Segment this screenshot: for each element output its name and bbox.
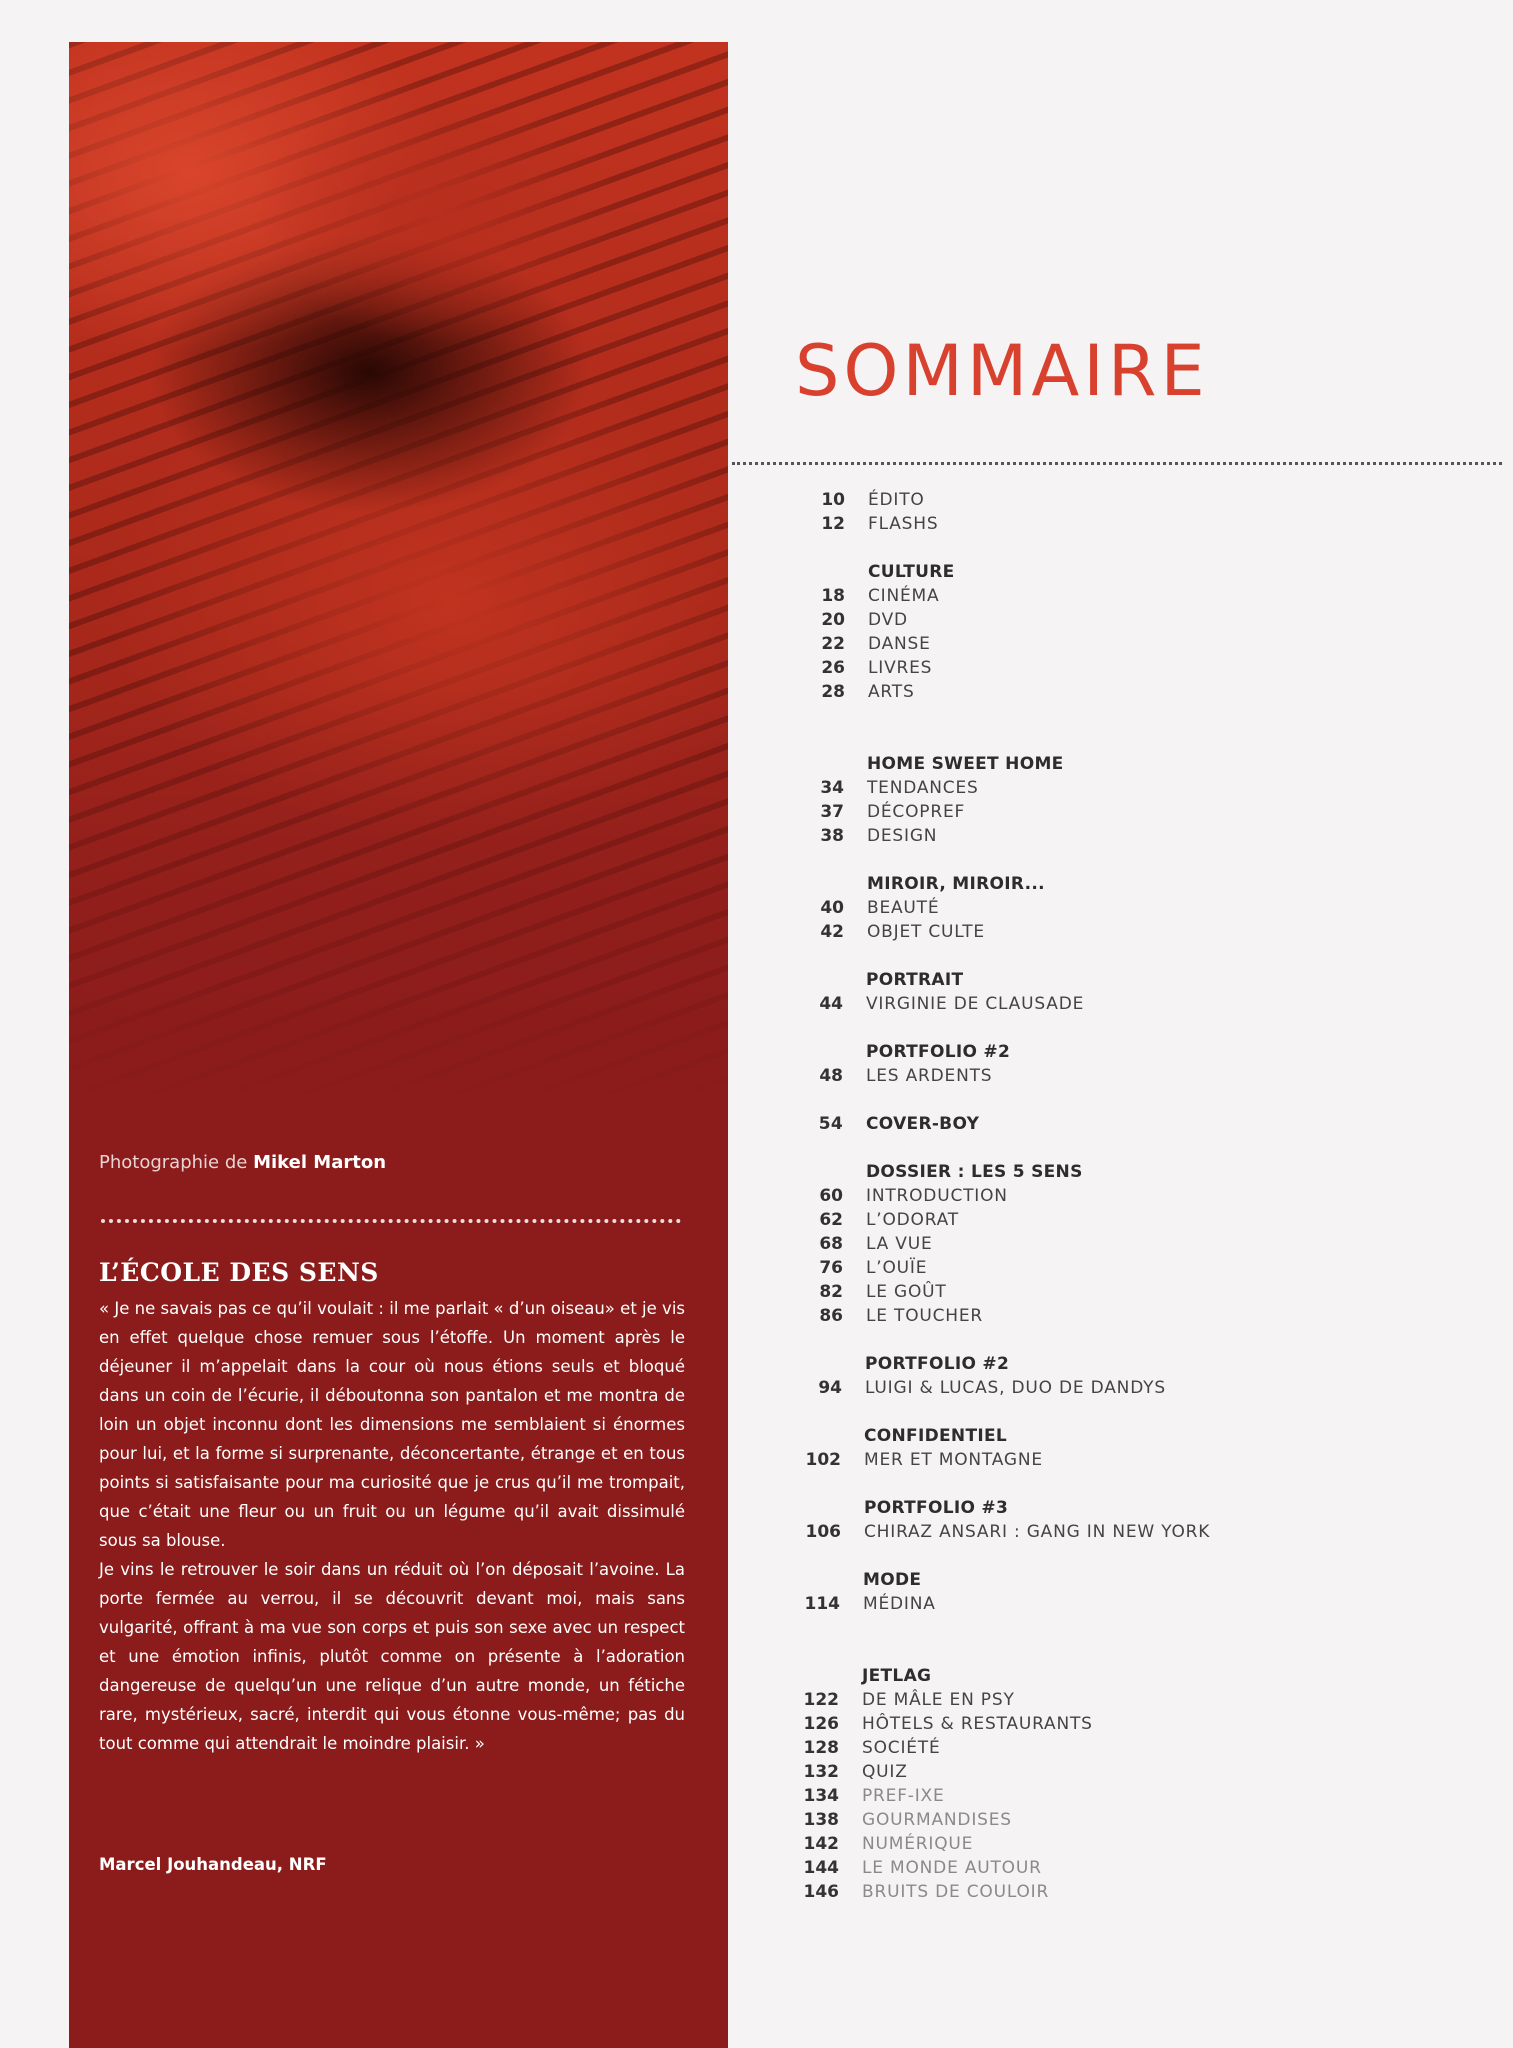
toc-page: 48 bbox=[819, 1066, 843, 1086]
toc-label: INTRODUCTION bbox=[866, 1186, 1008, 1206]
sommaire-divider bbox=[732, 462, 1502, 465]
toc-entry[interactable] bbox=[821, 585, 940, 607]
toc-label: OBJET CULTE bbox=[867, 922, 985, 942]
toc-page: 138 bbox=[803, 1810, 839, 1830]
toc-page: 10 bbox=[821, 490, 845, 510]
article-title: L’ÉCOLE DES SENS bbox=[99, 1258, 379, 1287]
toc-label: CHIRAZ ANSARI : GANG IN NEW YORK bbox=[864, 1522, 1211, 1542]
toc-label: ARTS bbox=[868, 682, 915, 702]
toc-label: SOCIÉTÉ bbox=[862, 1738, 941, 1758]
toc-entry[interactable] bbox=[821, 681, 915, 703]
toc-label: LES ARDENTS bbox=[866, 1066, 993, 1086]
toc-page: 102 bbox=[805, 1450, 841, 1470]
toc-page: 106 bbox=[805, 1522, 841, 1542]
toc-label: MÉDINA bbox=[863, 1594, 936, 1614]
toc-page: 128 bbox=[803, 1738, 839, 1758]
photo-credit-prefix: Photographie de bbox=[99, 1152, 248, 1173]
toc-label: LE TOUCHER bbox=[866, 1306, 984, 1326]
toc-label: LIVRES bbox=[868, 658, 933, 678]
toc-page: 82 bbox=[819, 1282, 843, 1302]
toc-label: HÔTELS & RESTAURANTS bbox=[862, 1714, 1093, 1734]
toc-entry[interactable] bbox=[803, 1689, 1015, 1711]
toc-label: PREF-IXE bbox=[862, 1786, 945, 1806]
toc-entry[interactable] bbox=[819, 1185, 1008, 1207]
toc-entry[interactable] bbox=[819, 1281, 947, 1303]
toc-page: 60 bbox=[819, 1186, 843, 1206]
toc-entry[interactable] bbox=[821, 489, 925, 511]
toc-label: LUIGI & LUCAS, DUO DE DANDYS bbox=[865, 1378, 1166, 1398]
toc-label: MER ET MONTAGNE bbox=[864, 1450, 1043, 1470]
toc-label: QUIZ bbox=[862, 1762, 908, 1782]
toc-label: TENDANCES bbox=[867, 778, 979, 798]
article-attribution: Marcel Jouhandeau, NRF bbox=[99, 1855, 327, 1874]
page-title: SOMMAIRE bbox=[795, 330, 1209, 412]
photo-credit-name: Mikel Marton bbox=[253, 1152, 387, 1173]
toc-entry[interactable] bbox=[805, 1449, 1043, 1471]
toc-entry[interactable] bbox=[819, 1305, 984, 1327]
toc-entry[interactable] bbox=[803, 1737, 941, 1759]
toc-label: BRUITS DE COULOIR bbox=[862, 1882, 1050, 1902]
toc-page: 22 bbox=[821, 634, 845, 654]
toc-page: 134 bbox=[803, 1786, 839, 1806]
toc-page: 34 bbox=[820, 778, 844, 798]
toc-entry[interactable] bbox=[803, 1857, 1042, 1879]
toc-entry[interactable] bbox=[820, 825, 938, 847]
toc-entry[interactable] bbox=[819, 1233, 933, 1255]
toc-entry[interactable] bbox=[820, 777, 979, 799]
toc-page: 18 bbox=[821, 586, 845, 606]
toc-page: 122 bbox=[803, 1690, 839, 1710]
toc-page: 68 bbox=[819, 1234, 843, 1254]
toc-label: DESIGN bbox=[867, 826, 938, 846]
article-body bbox=[99, 1294, 685, 1758]
toc-page: 94 bbox=[818, 1378, 842, 1398]
toc-section-heading: DOSSIER : LES 5 SENS bbox=[866, 1162, 1083, 1182]
toc-page: 142 bbox=[803, 1834, 839, 1854]
toc-entry[interactable] bbox=[803, 1809, 1012, 1831]
toc-page: 114 bbox=[804, 1594, 840, 1614]
toc-entry[interactable] bbox=[819, 993, 1085, 1015]
toc-section-heading: MIROIR, MIROIR... bbox=[867, 874, 1045, 894]
article-paragraph-1: « Je ne savais pas ce qu’il voulait : il me parlait « d’un oiseau» et je vis en effet quelque chose remuer sous l’étoffe. Un moment après le déjeuner il m’appelait dans la cour où nous étions seuls et bloqué dans un coin de l’écurie, il déboutonna son pantalon et me montra de loin un objet inconnu dont les dimensions me semblaient si énormes pour lui, et la forme si surprenante, déconcertante, étrange et en tous points si satisfaisante pour ma curiosité que je crus qu’il me trompait, que c’était une fleur ou un fruit ou un légume qu’il avait dissimulé sous sa blouse. bbox=[99, 1299, 685, 1550]
left-panel bbox=[69, 42, 728, 2048]
toc-label: BEAUTÉ bbox=[867, 898, 940, 918]
toc-label: FLASHS bbox=[868, 514, 939, 534]
toc-entry[interactable] bbox=[819, 1065, 993, 1087]
toc-label: CINÉMA bbox=[868, 586, 940, 606]
toc-section-heading: PORTFOLIO #3 bbox=[864, 1498, 1009, 1518]
toc-entry[interactable] bbox=[821, 513, 939, 535]
toc-label: DVD bbox=[868, 610, 908, 630]
toc-page: 38 bbox=[820, 826, 844, 846]
left-divider bbox=[101, 1219, 681, 1223]
toc-entry[interactable] bbox=[805, 1521, 1211, 1543]
toc-label: LA VUE bbox=[866, 1234, 933, 1254]
toc-entry[interactable] bbox=[819, 1257, 928, 1279]
toc-page: 126 bbox=[803, 1714, 839, 1734]
toc-page: 54 bbox=[818, 1114, 843, 1134]
toc-entry[interactable] bbox=[804, 1593, 936, 1615]
toc-label: VIRGINIE DE CLAUSADE bbox=[866, 994, 1085, 1014]
toc-label: NUMÉRIQUE bbox=[862, 1834, 974, 1854]
toc-page: 28 bbox=[821, 682, 845, 702]
toc-section-heading: PORTFOLIO #2 bbox=[866, 1042, 1011, 1062]
toc-page: 132 bbox=[803, 1762, 839, 1782]
toc-entry[interactable] bbox=[820, 921, 985, 943]
toc-section-heading: JETLAG bbox=[862, 1666, 932, 1686]
toc-page: 146 bbox=[803, 1882, 839, 1902]
toc-page: 37 bbox=[820, 802, 844, 822]
toc-section-heading: PORTRAIT bbox=[866, 970, 964, 990]
toc-entry[interactable] bbox=[821, 633, 931, 655]
toc-label: LE MONDE AUTOUR bbox=[862, 1858, 1042, 1878]
toc-entry[interactable] bbox=[803, 1713, 1093, 1735]
toc-page: 42 bbox=[820, 922, 844, 942]
toc-label: LE GOÛT bbox=[866, 1282, 947, 1302]
toc-label: GOURMANDISES bbox=[862, 1810, 1012, 1830]
toc-section-heading: CONFIDENTIEL bbox=[864, 1426, 1008, 1446]
toc-entry[interactable] bbox=[803, 1785, 945, 1807]
toc-page: 44 bbox=[819, 994, 843, 1014]
toc-label: L’OUÏE bbox=[866, 1258, 928, 1278]
toc-section-label: COVER-BOY bbox=[866, 1114, 980, 1134]
toc-page: 144 bbox=[803, 1858, 839, 1878]
toc-section-heading: CULTURE bbox=[868, 562, 955, 582]
toc-entry[interactable] bbox=[818, 1377, 1166, 1399]
toc-page: 26 bbox=[821, 658, 845, 678]
toc-entry[interactable] bbox=[819, 1209, 959, 1231]
toc-section-heading: MODE bbox=[863, 1570, 922, 1590]
toc-page: 20 bbox=[821, 610, 845, 630]
toc-entry[interactable] bbox=[820, 801, 966, 823]
toc-entry[interactable] bbox=[820, 897, 940, 919]
toc-page: 12 bbox=[821, 514, 845, 534]
toc-page: 76 bbox=[819, 1258, 843, 1278]
photo-fade bbox=[69, 682, 728, 1122]
toc-page: 86 bbox=[819, 1306, 843, 1326]
toc-label: DANSE bbox=[868, 634, 931, 654]
toc-label: ÉDITO bbox=[868, 490, 925, 510]
toc-label: DE MÂLE EN PSY bbox=[862, 1690, 1015, 1710]
toc-entry[interactable] bbox=[803, 1881, 1050, 1903]
toc-section-heading: HOME SWEET HOME bbox=[867, 754, 1064, 774]
photo-credit bbox=[99, 1152, 386, 1173]
toc-entry[interactable] bbox=[803, 1833, 974, 1855]
toc-entry[interactable] bbox=[821, 657, 933, 679]
toc-section-cover-boy[interactable] bbox=[818, 1113, 980, 1135]
toc-entry[interactable] bbox=[821, 609, 908, 631]
toc-label: L’ODORAT bbox=[866, 1210, 959, 1230]
toc-page: 62 bbox=[819, 1210, 843, 1230]
toc-entry[interactable] bbox=[803, 1761, 908, 1783]
article-paragraph-2: Je vins le retrouver le soir dans un réduit où l’on déposait l’avoine. La porte fermée au verrou, il se découvrit devant moi, mais sans vulgarité, offrant à ma vue son corps et puis son sexe avec un respect et une émotion infinis, plutôt comme on présente à l’adoration dangereuse de quelqu’un une relique d’un autre monde, un fétiche rare, mystérieux, sacré, interdit qui vous étonne vous-même; pas du tout comme qui attendrait le moindre plaisir. » bbox=[99, 1560, 685, 1753]
toc-label: DÉCOPREF bbox=[867, 802, 966, 822]
toc-page: 40 bbox=[820, 898, 844, 918]
toc-section-heading: PORTFOLIO #2 bbox=[865, 1354, 1010, 1374]
